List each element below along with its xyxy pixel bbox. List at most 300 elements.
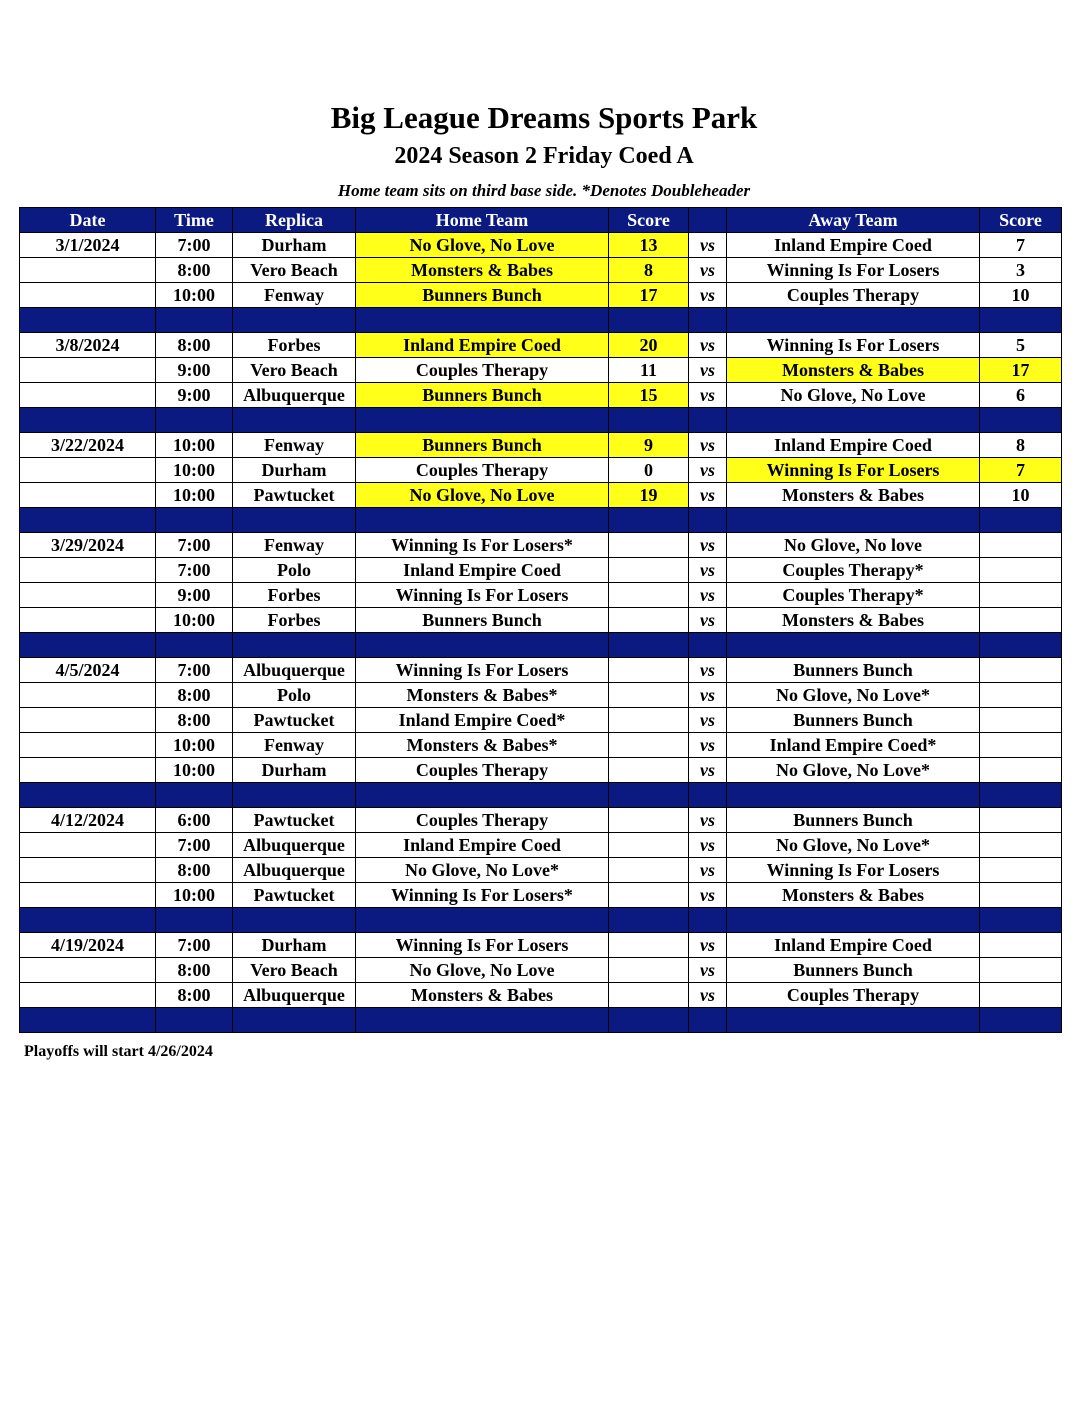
separator-cell bbox=[156, 308, 233, 333]
game-row bbox=[20, 658, 1062, 683]
away-score-cell bbox=[980, 808, 1062, 833]
column-header-vs bbox=[689, 208, 727, 233]
time-cell: 8:00 bbox=[156, 983, 233, 1008]
time-cell: 10:00 bbox=[156, 433, 233, 458]
vs-label: vs bbox=[689, 733, 727, 758]
home-score-cell bbox=[609, 958, 689, 983]
home-team-cell: No Glove, No Love bbox=[356, 233, 609, 258]
home-score-cell bbox=[609, 683, 689, 708]
column-header-date: Date bbox=[20, 208, 156, 233]
home-team-cell: No Glove, No Love* bbox=[356, 858, 609, 883]
separator-cell bbox=[727, 633, 980, 658]
time-cell: 8:00 bbox=[156, 708, 233, 733]
page-subtitle: 2024 Season 2 Friday Coed A bbox=[394, 143, 694, 169]
time-cell: 6:00 bbox=[156, 808, 233, 833]
separator-cell bbox=[689, 308, 727, 333]
separator-cell bbox=[20, 1008, 156, 1033]
replica-cell: Vero Beach bbox=[233, 258, 356, 283]
replica-cell: Albuquerque bbox=[233, 658, 356, 683]
separator-cell bbox=[609, 908, 689, 933]
home-team-cell: No Glove, No Love bbox=[356, 958, 609, 983]
home-team-cell: Bunners Bunch bbox=[356, 383, 609, 408]
page-title: Big League Dreams Sports Park bbox=[330, 100, 758, 135]
date-cell bbox=[20, 358, 156, 383]
date-cell bbox=[20, 733, 156, 758]
away-score-cell bbox=[980, 583, 1062, 608]
away-team-cell: No Glove, No Love bbox=[727, 383, 980, 408]
replica-cell: Forbes bbox=[233, 333, 356, 358]
home-score-cell bbox=[609, 858, 689, 883]
away-team-cell: No Glove, No Love* bbox=[727, 758, 980, 783]
home-team-cell: No Glove, No Love bbox=[356, 483, 609, 508]
time-cell: 8:00 bbox=[156, 958, 233, 983]
separator-cell bbox=[980, 1008, 1062, 1033]
away-score-cell bbox=[980, 933, 1062, 958]
separator-cell bbox=[980, 633, 1062, 658]
separator-cell bbox=[689, 408, 727, 433]
vs-label: vs bbox=[689, 333, 727, 358]
vs-label: vs bbox=[689, 433, 727, 458]
separator-cell bbox=[689, 633, 727, 658]
away-score-cell: 3 bbox=[980, 258, 1062, 283]
separator-cell bbox=[689, 1008, 727, 1033]
date-cell bbox=[20, 758, 156, 783]
away-team-cell: Bunners Bunch bbox=[727, 658, 980, 683]
home-score-cell bbox=[609, 983, 689, 1008]
away-team-cell: Inland Empire Coed bbox=[727, 933, 980, 958]
date-cell: 3/8/2024 bbox=[20, 333, 156, 358]
replica-cell: Vero Beach bbox=[233, 358, 356, 383]
away-score-cell bbox=[980, 533, 1062, 558]
vs-label: vs bbox=[689, 533, 727, 558]
separator-cell bbox=[980, 408, 1062, 433]
time-cell: 10:00 bbox=[156, 283, 233, 308]
home-team-cell: Winning Is For Losers bbox=[356, 933, 609, 958]
away-score-cell: 7 bbox=[980, 233, 1062, 258]
home-score-cell: 17 bbox=[609, 283, 689, 308]
separator-cell bbox=[609, 783, 689, 808]
replica-cell: Pawtucket bbox=[233, 808, 356, 833]
vs-label: vs bbox=[689, 858, 727, 883]
home-team-cell: Couples Therapy bbox=[356, 758, 609, 783]
date-cell bbox=[20, 883, 156, 908]
away-team-cell: Couples Therapy* bbox=[727, 558, 980, 583]
home-score-cell bbox=[609, 533, 689, 558]
replica-cell: Fenway bbox=[233, 283, 356, 308]
date-cell: 4/12/2024 bbox=[20, 808, 156, 833]
time-cell: 7:00 bbox=[156, 558, 233, 583]
game-row bbox=[20, 483, 1062, 508]
home-score-cell: 11 bbox=[609, 358, 689, 383]
game-row bbox=[20, 533, 1062, 558]
replica-cell: Forbes bbox=[233, 583, 356, 608]
home-team-cell: Bunners Bunch bbox=[356, 283, 609, 308]
game-row bbox=[20, 433, 1062, 458]
date-cell bbox=[20, 983, 156, 1008]
game-row bbox=[20, 233, 1062, 258]
vs-label: vs bbox=[689, 608, 727, 633]
game-row bbox=[20, 708, 1062, 733]
week-separator-row bbox=[20, 1008, 1062, 1033]
home-team-cell: Monsters & Babes* bbox=[356, 683, 609, 708]
replica-cell: Fenway bbox=[233, 533, 356, 558]
game-row bbox=[20, 283, 1062, 308]
column-header-replica: Replica bbox=[233, 208, 356, 233]
away-team-cell: Monsters & Babes bbox=[727, 608, 980, 633]
game-row bbox=[20, 733, 1062, 758]
home-team-cell: Winning Is For Losers bbox=[356, 583, 609, 608]
game-row bbox=[20, 333, 1062, 358]
vs-label: vs bbox=[689, 583, 727, 608]
time-cell: 7:00 bbox=[156, 658, 233, 683]
separator-cell bbox=[727, 1008, 980, 1033]
home-score-cell bbox=[609, 883, 689, 908]
vs-label: vs bbox=[689, 358, 727, 383]
time-cell: 10:00 bbox=[156, 733, 233, 758]
game-row bbox=[20, 858, 1062, 883]
replica-cell: Polo bbox=[233, 683, 356, 708]
separator-cell bbox=[20, 508, 156, 533]
time-cell: 7:00 bbox=[156, 533, 233, 558]
date-cell bbox=[20, 458, 156, 483]
game-row bbox=[20, 358, 1062, 383]
header-row bbox=[20, 208, 1062, 233]
home-team-cell: Inland Empire Coed bbox=[356, 333, 609, 358]
home-score-cell: 15 bbox=[609, 383, 689, 408]
separator-cell bbox=[156, 508, 233, 533]
away-score-cell: 10 bbox=[980, 283, 1062, 308]
time-cell: 8:00 bbox=[156, 683, 233, 708]
date-cell bbox=[20, 858, 156, 883]
away-team-cell: Inland Empire Coed bbox=[727, 433, 980, 458]
home-score-cell bbox=[609, 558, 689, 583]
date-cell bbox=[20, 608, 156, 633]
date-cell bbox=[20, 483, 156, 508]
replica-cell: Pawtucket bbox=[233, 883, 356, 908]
game-row bbox=[20, 808, 1062, 833]
away-team-cell: Inland Empire Coed bbox=[727, 233, 980, 258]
away-team-cell: Winning Is For Losers bbox=[727, 458, 980, 483]
date-cell: 3/29/2024 bbox=[20, 533, 156, 558]
replica-cell: Pawtucket bbox=[233, 708, 356, 733]
date-cell bbox=[20, 283, 156, 308]
game-row bbox=[20, 608, 1062, 633]
replica-cell: Fenway bbox=[233, 433, 356, 458]
time-cell: 10:00 bbox=[156, 758, 233, 783]
playoffs-note: Playoffs will start 4/26/2024 bbox=[24, 1043, 213, 1060]
game-row bbox=[20, 933, 1062, 958]
time-cell: 10:00 bbox=[156, 883, 233, 908]
column-header-home-team: Home Team bbox=[356, 208, 609, 233]
away-team-cell: Couples Therapy bbox=[727, 983, 980, 1008]
away-score-cell bbox=[980, 858, 1062, 883]
week-separator-row bbox=[20, 908, 1062, 933]
replica-cell: Forbes bbox=[233, 608, 356, 633]
date-cell bbox=[20, 833, 156, 858]
home-team-cell: Couples Therapy bbox=[356, 358, 609, 383]
week-separator-row bbox=[20, 783, 1062, 808]
home-score-cell: 9 bbox=[609, 433, 689, 458]
separator-cell bbox=[356, 408, 609, 433]
separator-cell bbox=[727, 783, 980, 808]
separator-cell bbox=[727, 408, 980, 433]
game-row bbox=[20, 558, 1062, 583]
date-cell bbox=[20, 583, 156, 608]
home-team-cell: Inland Empire Coed bbox=[356, 558, 609, 583]
away-score-cell: 10 bbox=[980, 483, 1062, 508]
date-cell: 4/5/2024 bbox=[20, 658, 156, 683]
time-cell: 10:00 bbox=[156, 483, 233, 508]
separator-cell bbox=[356, 633, 609, 658]
separator-cell bbox=[609, 1008, 689, 1033]
date-cell: 3/1/2024 bbox=[20, 233, 156, 258]
vs-label: vs bbox=[689, 483, 727, 508]
home-score-cell: 20 bbox=[609, 333, 689, 358]
time-cell: 10:00 bbox=[156, 608, 233, 633]
vs-label: vs bbox=[689, 458, 727, 483]
separator-cell bbox=[689, 908, 727, 933]
separator-cell bbox=[233, 308, 356, 333]
game-row bbox=[20, 833, 1062, 858]
separator-cell bbox=[20, 908, 156, 933]
away-score-cell bbox=[980, 883, 1062, 908]
replica-cell: Durham bbox=[233, 458, 356, 483]
separator-cell bbox=[233, 408, 356, 433]
doubleheader-note: Home team sits on third base side. *Denotes Doubleheader bbox=[337, 181, 751, 200]
home-score-cell: 0 bbox=[609, 458, 689, 483]
replica-cell: Albuquerque bbox=[233, 858, 356, 883]
away-team-cell: Bunners Bunch bbox=[727, 808, 980, 833]
home-team-cell: Winning Is For Losers* bbox=[356, 883, 609, 908]
home-score-cell bbox=[609, 808, 689, 833]
replica-cell: Albuquerque bbox=[233, 383, 356, 408]
schedule-table bbox=[19, 207, 1062, 1033]
separator-cell bbox=[156, 783, 233, 808]
away-team-cell: Winning Is For Losers bbox=[727, 258, 980, 283]
away-score-cell bbox=[980, 658, 1062, 683]
home-score-cell bbox=[609, 833, 689, 858]
away-score-cell: 7 bbox=[980, 458, 1062, 483]
home-team-cell: Monsters & Babes* bbox=[356, 733, 609, 758]
replica-cell: Fenway bbox=[233, 733, 356, 758]
time-cell: 8:00 bbox=[156, 858, 233, 883]
vs-label: vs bbox=[689, 883, 727, 908]
separator-cell bbox=[689, 783, 727, 808]
separator-cell bbox=[356, 783, 609, 808]
date-cell bbox=[20, 683, 156, 708]
away-team-cell: Monsters & Babes bbox=[727, 883, 980, 908]
game-row bbox=[20, 958, 1062, 983]
away-team-cell: No Glove, No Love* bbox=[727, 833, 980, 858]
replica-cell: Durham bbox=[233, 758, 356, 783]
vs-label: vs bbox=[689, 258, 727, 283]
separator-cell bbox=[233, 1008, 356, 1033]
replica-cell: Durham bbox=[233, 933, 356, 958]
game-row bbox=[20, 258, 1062, 283]
game-row bbox=[20, 458, 1062, 483]
away-score-cell bbox=[980, 758, 1062, 783]
time-cell: 8:00 bbox=[156, 258, 233, 283]
home-score-cell bbox=[609, 658, 689, 683]
away-team-cell: Bunners Bunch bbox=[727, 708, 980, 733]
separator-cell bbox=[609, 408, 689, 433]
away-score-cell: 17 bbox=[980, 358, 1062, 383]
vs-label: vs bbox=[689, 933, 727, 958]
separator-cell bbox=[356, 508, 609, 533]
week-separator-row bbox=[20, 408, 1062, 433]
week-separator-row bbox=[20, 508, 1062, 533]
vs-label: vs bbox=[689, 658, 727, 683]
separator-cell bbox=[20, 308, 156, 333]
away-score-cell bbox=[980, 833, 1062, 858]
game-row bbox=[20, 758, 1062, 783]
away-score-cell: 8 bbox=[980, 433, 1062, 458]
game-row bbox=[20, 983, 1062, 1008]
date-cell bbox=[20, 958, 156, 983]
vs-label: vs bbox=[689, 758, 727, 783]
separator-cell bbox=[609, 308, 689, 333]
away-team-cell: Monsters & Babes bbox=[727, 358, 980, 383]
home-score-cell: 19 bbox=[609, 483, 689, 508]
away-team-cell: No Glove, No Love* bbox=[727, 683, 980, 708]
game-row bbox=[20, 683, 1062, 708]
separator-cell bbox=[727, 308, 980, 333]
separator-cell bbox=[356, 308, 609, 333]
vs-label: vs bbox=[689, 558, 727, 583]
home-team-cell: Inland Empire Coed bbox=[356, 833, 609, 858]
separator-cell bbox=[156, 1008, 233, 1033]
away-score-cell bbox=[980, 958, 1062, 983]
home-team-cell: Bunners Bunch bbox=[356, 433, 609, 458]
home-team-cell: Winning Is For Losers* bbox=[356, 533, 609, 558]
away-team-cell: Bunners Bunch bbox=[727, 958, 980, 983]
away-score-cell bbox=[980, 983, 1062, 1008]
time-cell: 7:00 bbox=[156, 933, 233, 958]
vs-label: vs bbox=[689, 233, 727, 258]
separator-cell bbox=[980, 308, 1062, 333]
time-cell: 7:00 bbox=[156, 833, 233, 858]
game-row bbox=[20, 883, 1062, 908]
schedule-body bbox=[20, 233, 1062, 1033]
away-team-cell: Winning Is For Losers bbox=[727, 333, 980, 358]
separator-cell bbox=[156, 408, 233, 433]
vs-label: vs bbox=[689, 983, 727, 1008]
away-score-cell bbox=[980, 608, 1062, 633]
separator-cell bbox=[20, 783, 156, 808]
time-cell: 10:00 bbox=[156, 458, 233, 483]
date-cell bbox=[20, 383, 156, 408]
separator-cell bbox=[233, 783, 356, 808]
separator-cell bbox=[689, 508, 727, 533]
away-team-cell: Couples Therapy bbox=[727, 283, 980, 308]
away-score-cell: 6 bbox=[980, 383, 1062, 408]
separator-cell bbox=[356, 1008, 609, 1033]
separator-cell bbox=[980, 508, 1062, 533]
home-score-cell bbox=[609, 733, 689, 758]
week-separator-row bbox=[20, 633, 1062, 658]
separator-cell bbox=[20, 633, 156, 658]
date-cell bbox=[20, 708, 156, 733]
home-score-cell bbox=[609, 708, 689, 733]
away-score-cell bbox=[980, 558, 1062, 583]
home-score-cell: 13 bbox=[609, 233, 689, 258]
home-team-cell: Monsters & Babes bbox=[356, 983, 609, 1008]
replica-cell: Vero Beach bbox=[233, 958, 356, 983]
date-cell: 3/22/2024 bbox=[20, 433, 156, 458]
column-header-home-score: Score bbox=[609, 208, 689, 233]
away-team-cell: No Glove, No love bbox=[727, 533, 980, 558]
replica-cell: Albuquerque bbox=[233, 833, 356, 858]
separator-cell bbox=[156, 908, 233, 933]
separator-cell bbox=[356, 908, 609, 933]
time-cell: 9:00 bbox=[156, 358, 233, 383]
separator-cell bbox=[233, 633, 356, 658]
time-cell: 7:00 bbox=[156, 233, 233, 258]
replica-cell: Albuquerque bbox=[233, 983, 356, 1008]
away-score-cell: 5 bbox=[980, 333, 1062, 358]
away-team-cell: Inland Empire Coed* bbox=[727, 733, 980, 758]
vs-label: vs bbox=[689, 808, 727, 833]
game-row bbox=[20, 583, 1062, 608]
home-score-cell bbox=[609, 608, 689, 633]
game-row bbox=[20, 383, 1062, 408]
away-team-cell: Winning Is For Losers bbox=[727, 858, 980, 883]
vs-label: vs bbox=[689, 958, 727, 983]
separator-cell bbox=[609, 633, 689, 658]
time-cell: 9:00 bbox=[156, 583, 233, 608]
column-header-time: Time bbox=[156, 208, 233, 233]
separator-cell bbox=[727, 508, 980, 533]
away-score-cell bbox=[980, 708, 1062, 733]
time-cell: 8:00 bbox=[156, 333, 233, 358]
date-cell: 4/19/2024 bbox=[20, 933, 156, 958]
vs-label: vs bbox=[689, 833, 727, 858]
separator-cell bbox=[609, 508, 689, 533]
home-score-cell bbox=[609, 758, 689, 783]
away-team-cell: Monsters & Babes bbox=[727, 483, 980, 508]
replica-cell: Durham bbox=[233, 233, 356, 258]
date-cell bbox=[20, 258, 156, 283]
week-separator-row bbox=[20, 308, 1062, 333]
home-team-cell: Monsters & Babes bbox=[356, 258, 609, 283]
vs-label: vs bbox=[689, 708, 727, 733]
home-team-cell: Winning Is For Losers bbox=[356, 658, 609, 683]
home-score-cell bbox=[609, 583, 689, 608]
home-team-cell: Inland Empire Coed* bbox=[356, 708, 609, 733]
separator-cell bbox=[156, 633, 233, 658]
date-cell bbox=[20, 558, 156, 583]
time-cell: 9:00 bbox=[156, 383, 233, 408]
home-team-cell: Couples Therapy bbox=[356, 458, 609, 483]
separator-cell bbox=[233, 508, 356, 533]
column-header-away-team: Away Team bbox=[727, 208, 980, 233]
away-score-cell bbox=[980, 683, 1062, 708]
home-team-cell: Couples Therapy bbox=[356, 808, 609, 833]
vs-label: vs bbox=[689, 283, 727, 308]
separator-cell bbox=[233, 908, 356, 933]
separator-cell bbox=[980, 908, 1062, 933]
separator-cell bbox=[20, 408, 156, 433]
home-score-cell bbox=[609, 933, 689, 958]
column-header-away-score: Score bbox=[980, 208, 1062, 233]
replica-cell: Polo bbox=[233, 558, 356, 583]
vs-label: vs bbox=[689, 383, 727, 408]
away-score-cell bbox=[980, 733, 1062, 758]
home-team-cell: Bunners Bunch bbox=[356, 608, 609, 633]
away-team-cell: Couples Therapy* bbox=[727, 583, 980, 608]
home-score-cell: 8 bbox=[609, 258, 689, 283]
separator-cell bbox=[727, 908, 980, 933]
